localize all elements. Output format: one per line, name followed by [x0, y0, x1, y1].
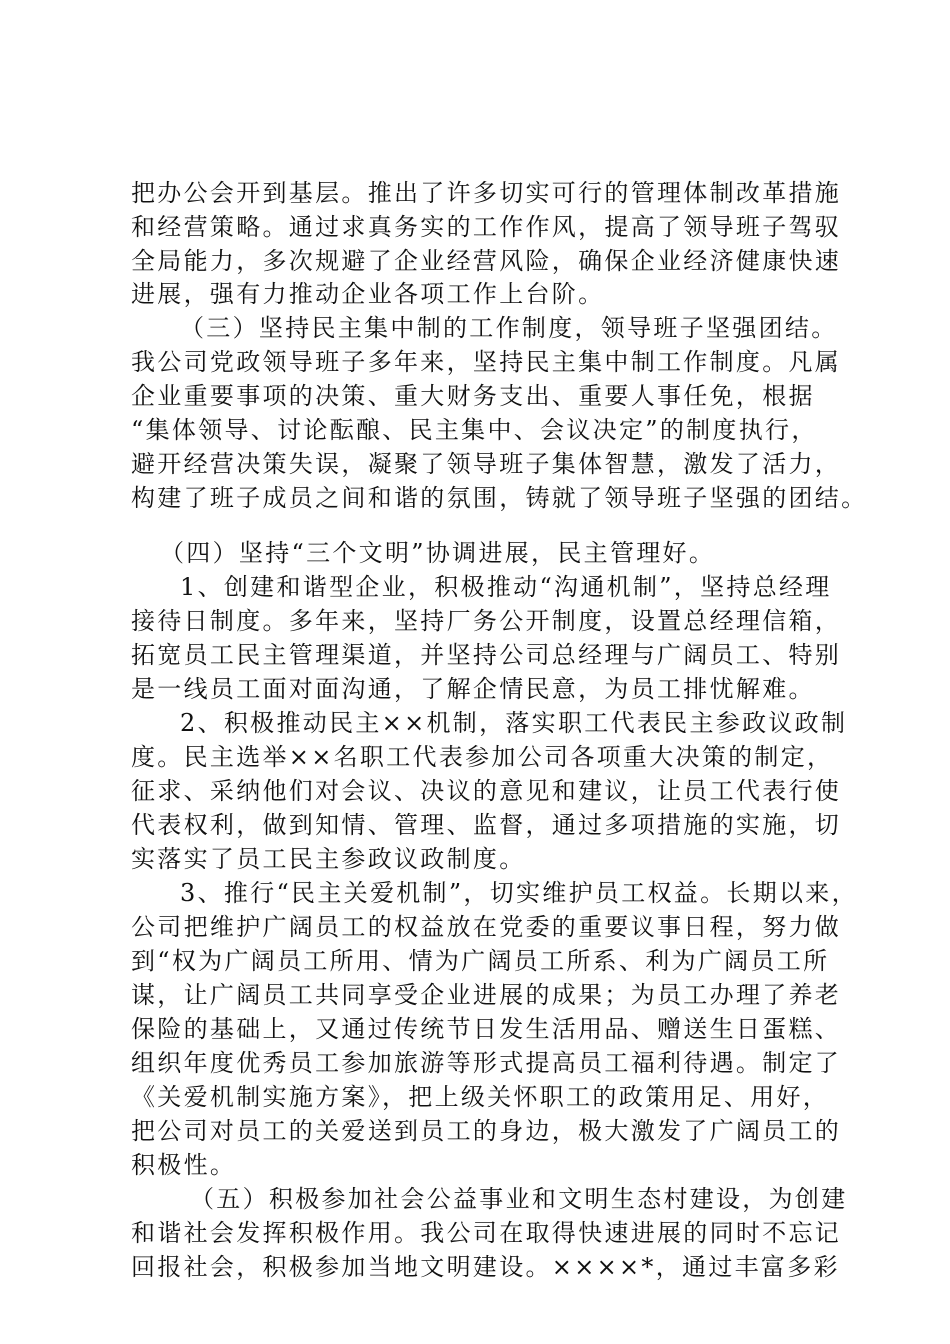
- text-line: 代表权利，做到知情、管理、监督，通过多项措施的实施，切: [131, 811, 842, 839]
- text-line: 到“权为广阔员工所用、情为广阔员工所系、利为广阔员工所: [131, 947, 830, 975]
- text-line: “集体领导、讨论酝酿、民主集中、会议决定”的制度执行，: [131, 416, 818, 444]
- text-line: 3、推行“民主关爱机制”，切实维护员工权益。长期以来，: [180, 879, 858, 907]
- text-line: 全局能力，多次规避了企业经营风险，确保企业经济健康快速: [131, 247, 842, 275]
- text-line: 征求、采纳他们对会议、决议的意见和建议，让员工代表行使: [131, 777, 842, 805]
- text-line: 谋，让广阔员工共同享受企业进展的成果；为员工办理了养老: [131, 981, 842, 1009]
- text-line: 和谐社会发挥积极作用。我公司在取得快速进展的同时不忘记: [131, 1219, 842, 1247]
- text-line: 2、积极推动民主××机制，落实职工代表民主参政议政制: [180, 709, 848, 737]
- text-line: 避开经营决策失误，凝聚了领导班子集体智慧，激发了活力，: [131, 450, 842, 478]
- text-line: 积极性。: [131, 1151, 237, 1179]
- text-line: 把公司对员工的关爱送到员工的身边，极大激发了广阔员工的: [131, 1117, 842, 1145]
- text-line: 我公司党政领导班子多年来，坚持民主集中制工作制度。凡属: [131, 348, 842, 376]
- text-line: 拓宽员工民主管理渠道，并坚持公司总经理与广阔员工、特别: [131, 641, 842, 669]
- text-line: 组织年度优秀员工参加旅游等形式提高员工福利待遇。制定了: [131, 1049, 842, 1077]
- text-line: 把办公会开到基层。推出了许多切实可行的管理体制改革措施: [131, 179, 842, 207]
- text-line: 企业重要事项的决策、重大财务支出、重要人事任免，根据: [131, 382, 815, 410]
- text-line: 进展，强有力推动企业各项工作上台阶。: [131, 280, 605, 308]
- text-line: 和经营策略。通过求真务实的工作作风，提高了领导班子驾驭: [131, 213, 842, 241]
- section-heading: （五）积极参加社会公益事业和文明生态村建设，为创建: [190, 1185, 848, 1213]
- text-line: 保险的基础上，又通过传统节日发生活用品、赠送生日蛋糕、: [131, 1015, 842, 1043]
- text-line: 是一线员工面对面沟通，了解企情民意，为员工排忧解难。: [131, 675, 815, 703]
- text-line: 公司把维护广阔员工的权益放在党委的重要议事日程，努力做: [131, 913, 842, 941]
- text-line: 实落实了员工民主参政议政制度。: [131, 845, 526, 873]
- text-line: 度。民主选举××名职工代表参加公司各项重大决策的制定，: [131, 743, 834, 771]
- section-heading: （四）坚持“三个文明”协调进展，民主管理好。: [160, 539, 716, 567]
- text-line: 接待日制度。多年来，坚持厂务公开制度，设置总经理信箱，: [131, 607, 842, 635]
- text-line: 构建了班子成员之间和谐的氛围，铸就了领导班子坚强的团结。: [131, 484, 868, 512]
- text-line: 1、创建和谐型企业，积极推动“沟通机制”，坚持总经理: [180, 573, 832, 601]
- text-line: 《关爱机制实施方案》，把上级关怀职工的政策用足、用好，: [131, 1083, 830, 1111]
- section-heading: （三）坚持民主集中制的工作制度，领导班子坚强团结。: [180, 314, 838, 342]
- text-line: 回报社会，积极参加当地文明建设。××××*，通过丰富多彩: [131, 1253, 840, 1281]
